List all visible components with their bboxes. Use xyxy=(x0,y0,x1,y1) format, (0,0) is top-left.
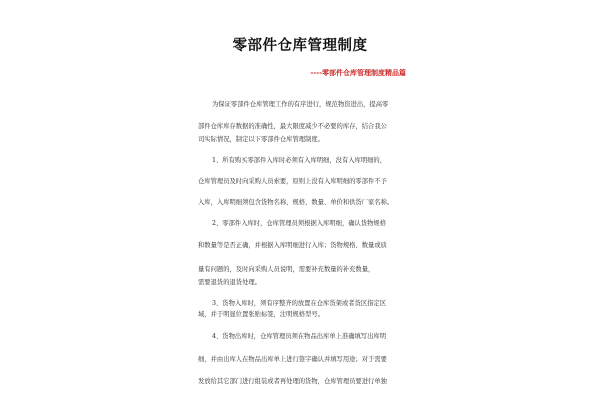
paragraph-line: 入库，入库明细须包含货物名称、规格、数量、单价和供货厂家名称。 xyxy=(198,199,394,206)
paragraph-line: 需要退货的退货处理。 xyxy=(198,279,261,286)
paragraph-line: 4、货物出库时，仓库管理员须在物品出库单上准确填写出库明 xyxy=(212,333,387,340)
paragraph-line: 1、所有购买零部件入库时必须有入库明细，没有入库明细的， xyxy=(212,157,387,164)
paragraph-line: 细，并由出库人在物品出库单上进行签字确认并填写用途；对于需要 xyxy=(198,356,387,363)
paragraph-line: 为保证零部件仓库管理工作的有序进行，规范物资进出，提高零 xyxy=(212,101,389,108)
document-subtitle: ----零部件仓库管理制度精品篇 xyxy=(310,68,406,77)
paragraph-line: 量有问题的，及时向采购人员说明，需要补充数量的补充数量， xyxy=(198,266,375,273)
paragraph-line: 发放给其它部门进行组装或者再处理的货物，仓库管理员要进行单独 xyxy=(198,378,387,385)
paragraph-line: 域，并于明显位置张贴标签，注明规格型号。 xyxy=(198,311,324,318)
paragraph-line: 部件仓库库存数据的准确性，最大限度减少不必要的库存，结合我公 xyxy=(198,123,387,130)
paragraph-line: 仓库管理员及时向采购人员索要，原则上没有入库明细的零部件不予 xyxy=(198,178,387,185)
paragraph-line: 司实际情况，制定以下零部件仓库管理制度。 xyxy=(198,136,324,143)
paragraph-line: 和数量等是否正确，并根据入库明细进行入库；货物规格、数量或质 xyxy=(198,242,387,249)
document-title: 零部件仓库管理制度 xyxy=(232,37,368,54)
paragraph-line: 2、零部件入库时，仓库管理员须根据入库明细，确认货物规格 xyxy=(212,220,387,227)
paragraph-line: 3、货物入库时，须有序整齐的放置在仓库货架或者货区指定区 xyxy=(212,300,387,307)
